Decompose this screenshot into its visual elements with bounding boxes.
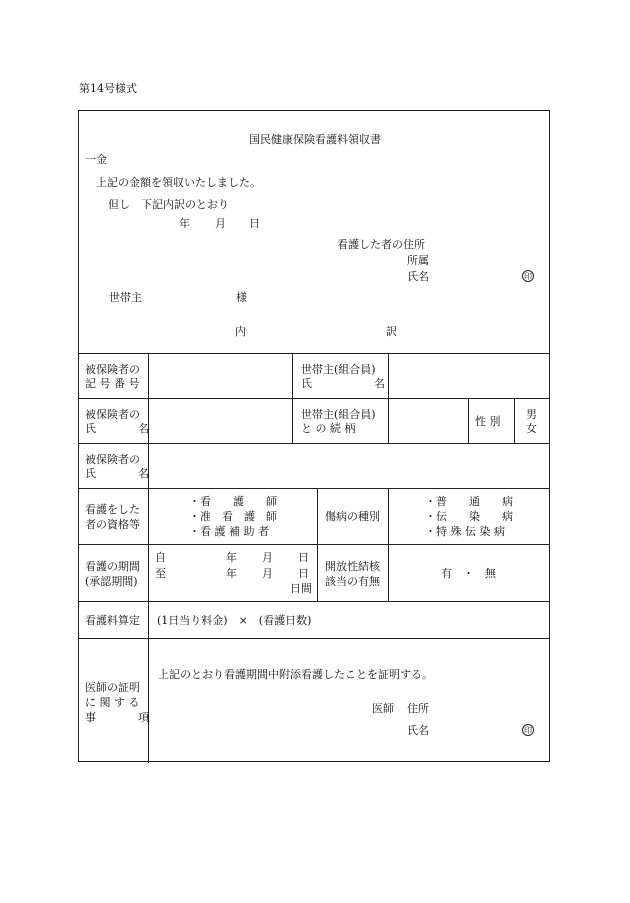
row2-left-line2a: 氏 bbox=[85, 422, 96, 435]
disease-type-label: 傷病の種別 bbox=[325, 510, 380, 523]
householder-label: 世帯主 bbox=[109, 291, 142, 304]
row3-left-line2b: 名 bbox=[138, 467, 149, 480]
sex-male: 男 bbox=[526, 408, 537, 421]
breakdown-left: 内 bbox=[235, 325, 246, 338]
caregiver-address-label: 看護した者の住所 bbox=[337, 238, 425, 251]
divider bbox=[292, 353, 293, 443]
qualification-item: ・看 護 師 bbox=[189, 495, 277, 508]
disease-item: ・普 通 病 bbox=[425, 495, 513, 508]
period-to-day: 日 bbox=[298, 567, 309, 580]
period-days-total: 日間 bbox=[290, 582, 312, 595]
form-number: 第14号様式 bbox=[79, 82, 137, 95]
sex-female: 女 bbox=[526, 422, 537, 435]
tb-line1: 開放性結核 bbox=[325, 560, 380, 573]
row1-mid-line2a: 氏 bbox=[301, 377, 312, 390]
divider bbox=[468, 398, 469, 443]
fee-calc-label: 看護料算定 bbox=[85, 614, 140, 627]
date-day: 日 bbox=[249, 217, 260, 230]
qualification-item: ・看 護 補 助 者 bbox=[189, 525, 269, 538]
proviso-text: 但し 下記内訳のとおり bbox=[108, 198, 229, 211]
divider bbox=[388, 488, 389, 601]
row5-left-line1: 看護の期間 bbox=[85, 560, 140, 573]
date-year: 年 bbox=[179, 217, 190, 230]
period-from-year: 年 bbox=[226, 551, 237, 564]
householder-honorific: 様 bbox=[236, 291, 247, 304]
tb-options: 有 ・ 無 bbox=[441, 567, 496, 580]
receipt-form bbox=[78, 110, 550, 762]
row4-left-line1: 看護をした bbox=[85, 503, 140, 516]
seal-mark: 印 bbox=[524, 726, 532, 735]
sex-label: 性 別 bbox=[475, 415, 501, 428]
divider bbox=[388, 353, 389, 443]
row2-left-line2b: 名 bbox=[138, 422, 149, 435]
tb-line2: 該当の有無 bbox=[325, 575, 380, 588]
row1-mid-line1: 世帯主(組合員) bbox=[301, 363, 376, 376]
form-title: 国民健康保険看護料領収書 bbox=[249, 133, 381, 146]
row4-left-line2: 者の資格等 bbox=[85, 518, 140, 531]
date-month: 月 bbox=[215, 217, 226, 230]
period-to: 至 bbox=[155, 567, 166, 580]
row2-mid-line2: と の 続 柄 bbox=[301, 422, 356, 435]
row3-left-line1: 被保険者の bbox=[85, 453, 140, 466]
seal-mark: 印 bbox=[524, 272, 532, 281]
divider bbox=[317, 488, 318, 601]
doctor-address-label: 住所 bbox=[407, 702, 429, 715]
row7-left-line2: に 関 す る bbox=[85, 696, 140, 709]
divider bbox=[79, 353, 549, 354]
certify-text: 上記のとおり看護期間中附添看護したことを証明する。 bbox=[158, 668, 433, 681]
caregiver-name-label: 氏名 bbox=[407, 270, 429, 283]
divider bbox=[79, 443, 549, 444]
divider bbox=[79, 601, 549, 602]
row1-mid-line2b: 名 bbox=[374, 377, 385, 390]
row7-left-line1: 医師の証明 bbox=[85, 681, 140, 694]
divider bbox=[79, 544, 549, 545]
divider bbox=[514, 398, 515, 443]
period-from-month: 月 bbox=[262, 551, 273, 564]
disease-item: ・伝 染 病 bbox=[425, 510, 513, 523]
divider bbox=[79, 488, 549, 489]
row7-left-line3b: 項 bbox=[138, 711, 149, 724]
doctor-label: 医師 bbox=[372, 702, 394, 715]
period-from-day: 日 bbox=[298, 551, 309, 564]
amount-label: 一金 bbox=[85, 153, 107, 166]
period-to-year: 年 bbox=[226, 567, 237, 580]
disease-item: ・特 殊 伝 染 病 bbox=[425, 525, 505, 538]
period-to-month: 月 bbox=[262, 567, 273, 580]
row3-left-line2a: 氏 bbox=[85, 467, 96, 480]
fee-formula: (1日当り料金) × (看護日数) bbox=[157, 614, 312, 627]
received-text: 上記の金額を領収いたしました。 bbox=[96, 176, 261, 189]
row7-left-line3a: 事 bbox=[85, 711, 96, 724]
divider bbox=[79, 638, 549, 639]
breakdown-right: 訳 bbox=[386, 325, 397, 338]
divider bbox=[79, 398, 549, 399]
period-from: 自 bbox=[155, 551, 166, 564]
doctor-name-label: 氏名 bbox=[407, 724, 429, 737]
caregiver-affiliation-label: 所属 bbox=[407, 254, 429, 267]
row2-left-line1: 被保険者の bbox=[85, 408, 140, 421]
row2-mid-line1: 世帯主(組合員) bbox=[301, 408, 376, 421]
divider bbox=[148, 353, 149, 763]
qualification-item: ・准 看 護 師 bbox=[189, 510, 277, 523]
row1-left-line2: 記 号 番 号 bbox=[85, 377, 140, 390]
row1-left-line1: 被保険者の bbox=[85, 363, 140, 376]
row5-left-line2: (承認期間) bbox=[85, 575, 138, 588]
